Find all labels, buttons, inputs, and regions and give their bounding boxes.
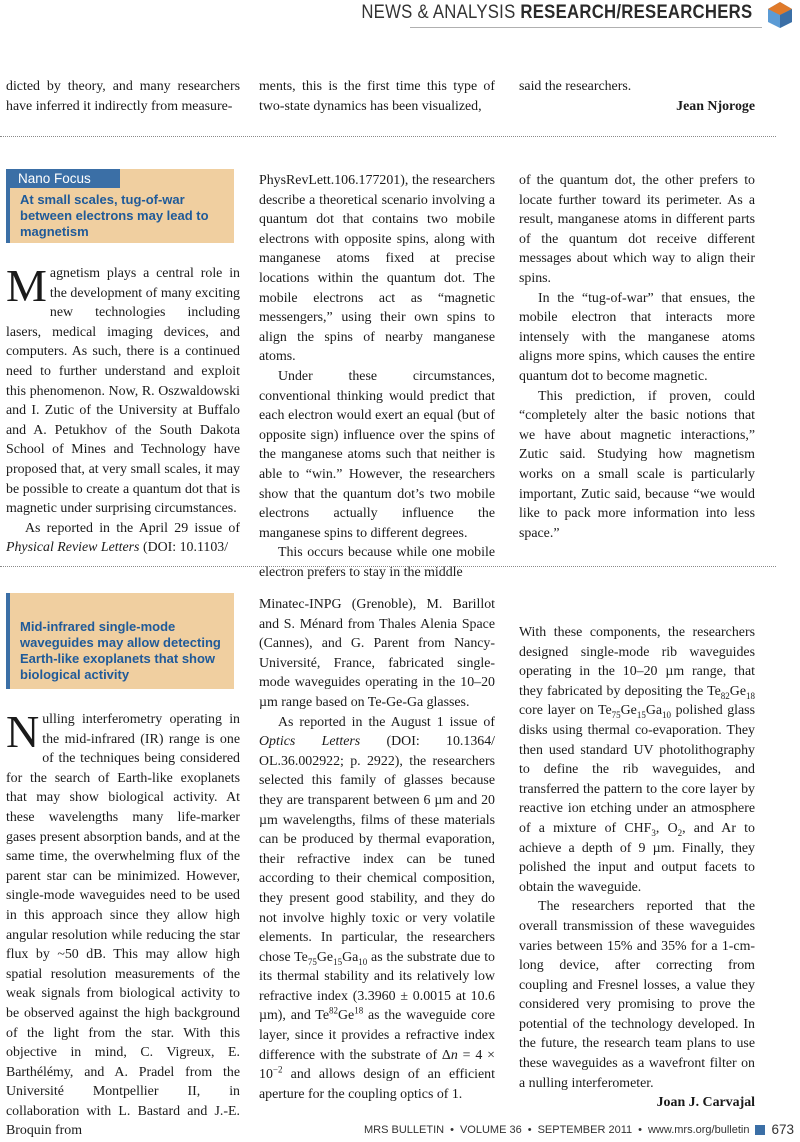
article-headline: Mid-infrared single-mode waveguides may allow detecting Earth-like exoplanets that show biological activity xyxy=(20,619,221,682)
website-url: www.mrs.org/bulletin xyxy=(647,1123,750,1136)
page-footer xyxy=(364,1122,794,1137)
drop-cap: N xyxy=(6,706,40,757)
separator: • xyxy=(638,1123,642,1136)
article2-col3 xyxy=(519,623,755,1113)
paragraph: Minatec-INPG (Grenoble), M. Barillot and S. Ménard from Thales Alenia Space (Cannes), and G. Parent from Nancy-Université, France, fabricated single-mode waveguides operating in the 10–20 µm range based on Te-Ge-Ga glasses. xyxy=(259,597,495,710)
paragraph: PhysRevLett.106.177201), the researchers describe a theoretical scenario involving a quantum dot that contains two mobile electrons with opposite spins, along with manganese atoms fixed at precise locations within the quantum dot. The mobile electrons act as “magnetic messengers,” using their own spins to align the spins of nearby manganese atoms. xyxy=(259,173,495,365)
paragraph: said the researchers. xyxy=(519,79,632,94)
mrs-logo-icon xyxy=(766,1,794,29)
article1-col3 xyxy=(519,171,755,543)
paragraph: The researchers reported that the overall transmission of these waveguides varies between 15% and 35% for a 1-cm-long device, after correcting from coupling and Fresnel losses, a value they considered very promising to prove the potential of the technology developed. In the future, the research team plans to use these waveguides as a wavefront filter on a nulling interferometer. xyxy=(519,899,755,1091)
paragraph: This occurs because while one mobile electron prefers to stay in the middle xyxy=(259,545,495,580)
journal-name: MRS BULLETIN xyxy=(364,1123,445,1136)
paragraph: With these components, the researchers designed single-mode rib waveguides operating in the 10–20 µm range, that they fabricated by depositing the $Te_{82}Ge_{18}$ core layer on $Te_{75}Ge_{15}Ga_{10}$ polished glass disks using thermal co-evaporation. They then used standard UV photolithography to define the rib waveguides, and transferred the pattern to the core layer by reactive ion etching under an atmosphere of a mixture of $CHF_3$, $O_2$, and Ar to achieve a depth of 9 µm. Finally, they polished the input and output facets to obtain the waveguide. xyxy=(519,625,755,895)
author-byline: Jean Njoroge xyxy=(676,98,755,114)
article2-headline-box xyxy=(6,593,234,689)
article-headline: At small scales, tug-of-war between electrons may lead to magnetism xyxy=(20,192,209,239)
paragraph: dicted by theory, and many researchers have inferred it indirectly from measure- xyxy=(6,79,240,114)
paragraph: In the “tug-of-war” that ensues, the mobile electron that interacts more intensely with the manganese atoms aligns more spins, which causes the entire quantum dot to become magnetic. xyxy=(519,290,755,384)
header-rule xyxy=(410,27,762,28)
section-divider xyxy=(0,566,776,567)
section-divider xyxy=(0,136,776,137)
article2-col1 xyxy=(6,706,240,1141)
paragraph: As reported in the April 29 issue of Physical Review Letters (DOI: 10.1103/ xyxy=(6,520,240,556)
paragraph: As reported in the August 1 issue of Optics Letters (DOI: 10.1364/ OL.36.002922; p. 2922), the researchers selected this family of glasses because they are transparent between 6 µm and 20 µm wavelengths, films of these materials can be produced by thermal evaporation, their refractive index can be tuned according to their chemical composition, they present good stability, and they do not involve highly toxic or very volatile elements. In particular, the researchers chose $Te_{75}Ge_{15}Ga_{10}$ as the substrate due to its thermal stability and its relatively low refractive index (3.3960 ± 0.0015 at 10.6 µm), and Te$^{82}$Ge$^{18}$ as the waveguide core layer, since it provides a refractive index difference with the substrate of $\Delta n = 4 \times 10^{-2}$ and allows design of an efficient aperture for the coupling optics of 1. xyxy=(259,714,496,1102)
section-label-bold: RESEARCH/RESEARCHERS xyxy=(520,2,752,23)
drop-cap: M xyxy=(6,260,47,311)
separator: • xyxy=(527,1123,532,1136)
volume: VOLUME 36 xyxy=(459,1123,522,1136)
prev-article-col3 xyxy=(519,77,755,116)
section-label: NEWS & ANALYSIS xyxy=(360,2,516,23)
page-header xyxy=(0,0,800,30)
paragraph: Magnetism plays a central role in the development of many exciting new technologies including lasers, medical imaging devices, and computers. As such, there is a continued need to further understand and exploit this phenomenon. Now, R. Oszwaldowski and I. Zutic of the University at Buffalo and A. Petukhov of the South Dakota School of Mines and Technology have proposed that, at very small scales, it may be possible to create a quantum dot that is magnetic under surprising circumstances. xyxy=(6,260,240,517)
prev-article-col2 xyxy=(259,77,495,116)
square-icon xyxy=(755,1125,765,1135)
article1-col2 xyxy=(259,171,495,582)
paragraph: of the quantum dot, the other prefers to locate further toward its perimeter. As a result, manganese atoms in different parts of the quantum dot receive different messages about which way to align their spins. xyxy=(519,173,755,286)
article1-col1 xyxy=(6,260,240,558)
nano-focus-box xyxy=(6,169,234,243)
paragraph: ments, this is the first time this type of two-state dynamics has been visualized, xyxy=(259,79,495,114)
page-number: 673 xyxy=(771,1122,794,1137)
section-heading xyxy=(361,2,752,24)
article2-col2 xyxy=(259,595,495,1104)
separator: • xyxy=(450,1123,454,1136)
author-byline: Joan J. Carvajal xyxy=(656,1095,755,1111)
paragraph: Under these circumstances, conventional thinking would predict that each electron would exert an equal (but of opposite sign) influence over the spins of the manganese atoms such that neither is able to “win.” However, the researchers show that the quantum dot’s two mobile electrons actually influence the manganese spins to different degrees. xyxy=(259,368,495,541)
paragraph: This prediction, if proven, could “completely alter the basic notions that we have about magnetic interactions,” Zutic said. Studying how magnetism works on a small scale is particularly important, Zutic said, because “we would like to pack more information into less space.” xyxy=(519,388,755,541)
box-label: Nano Focus xyxy=(10,169,120,188)
issue-date: SEPTEMBER 2011 xyxy=(537,1123,633,1136)
prev-article-col1 xyxy=(6,77,240,116)
paragraph: Nulling interferometry operating in the mid-infrared (IR) range is one of the techniques being considered for the search of Earth-like exoplanets that may show biological activity. At these wavelengths many life-marker gases present absorption bands, and at the same time, the overwhelming flux of the parent star can be minimized. However, single-mode waveguides need to be used in this approach since they allow high angular resolution while reducing the star flux by ~50 dB. This may allow high spatial resolution measurements of the weak signals from biological activity to be observed against the high background of the light from the star. With this objective in mind, C. Vigreux, E. Barthélémy, and A. Pradel from the Université Montpellier II, in collaboration with L. Bastard and J.-E. Broquin from xyxy=(6,706,240,1139)
